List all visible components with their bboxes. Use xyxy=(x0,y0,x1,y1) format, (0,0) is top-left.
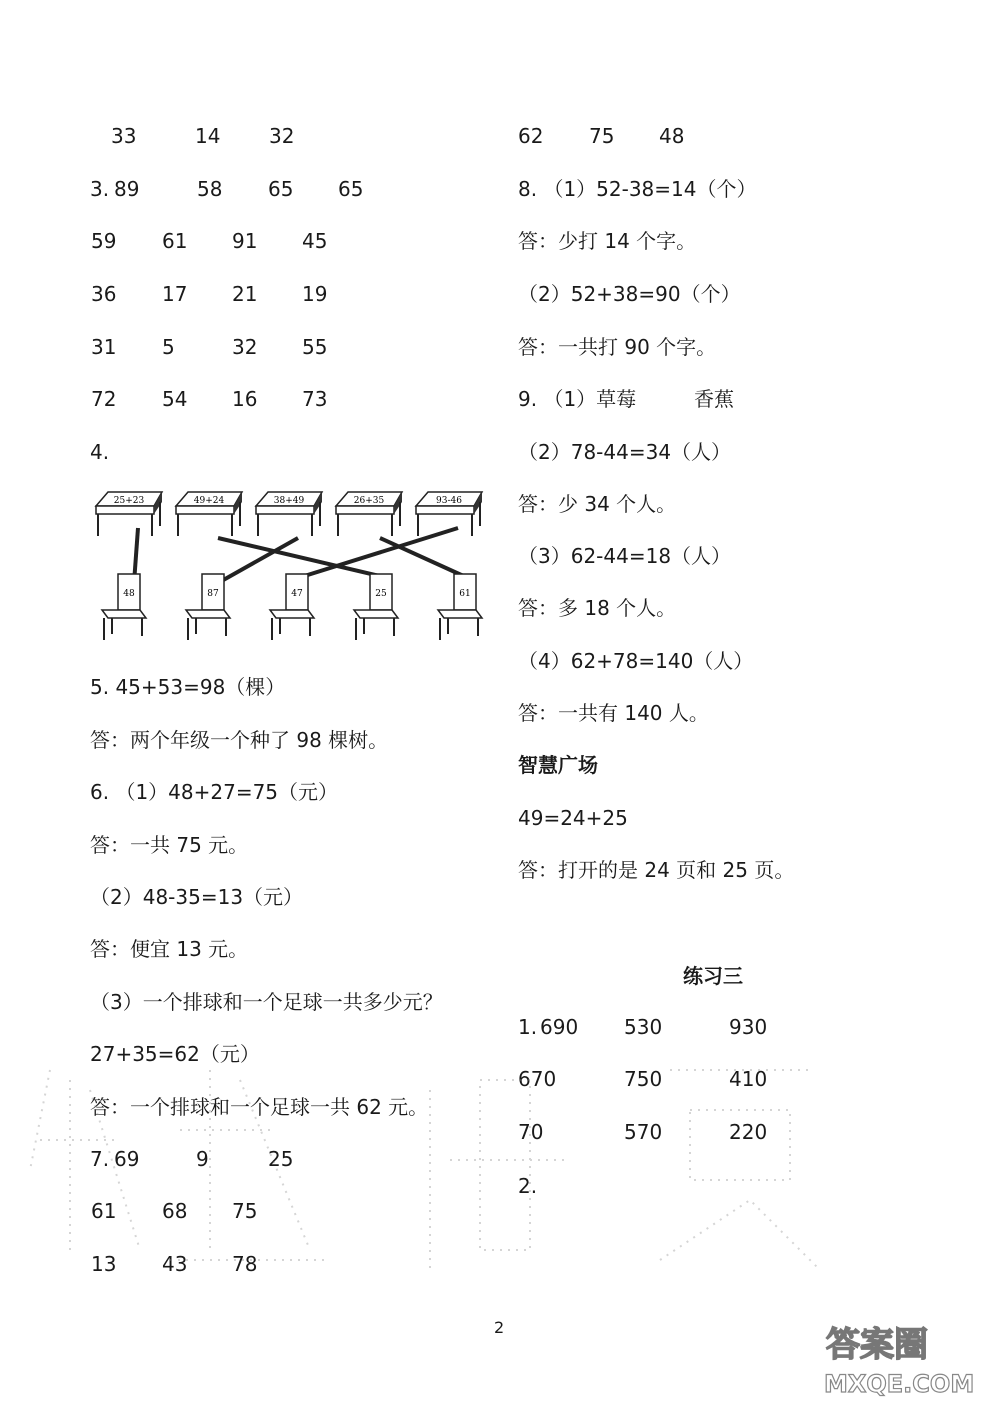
q3-r3-1: 36 xyxy=(91,282,117,306)
chair-label-3: 47 xyxy=(291,589,303,599)
ex1-r2-1: 670 xyxy=(518,1067,557,1091)
q9-4-answer: 答：一共有 140 人。 xyxy=(518,701,709,725)
q3-r5-4: 73 xyxy=(302,387,328,411)
match-line-5 xyxy=(298,528,458,578)
desk-label-3: 38+49 xyxy=(273,496,305,506)
q3-r5-3: 16 xyxy=(232,387,258,411)
q3-r4-4: 55 xyxy=(302,335,328,359)
q3-r4-1: 31 xyxy=(91,335,117,359)
q5-line: 5. 45+53=98（棵） xyxy=(90,675,286,699)
ex1-r3-3: 220 xyxy=(729,1120,768,1144)
chair-label-5: 61 xyxy=(459,589,471,599)
q3-r1-3: 65 xyxy=(268,177,294,201)
q7-r1-3: 25 xyxy=(268,1147,294,1171)
desk-chair-matching-figure xyxy=(88,488,488,648)
q9-4: （4）62+78=140（人） xyxy=(518,649,754,673)
q3-r2-1: 59 xyxy=(91,229,117,253)
q5-answer: 答：两个年级一个种了 98 棵树。 xyxy=(90,728,389,752)
q7-r2-3: 75 xyxy=(232,1199,258,1223)
watermark-line-2: MXQE.COM xyxy=(824,1370,975,1398)
chair-4 xyxy=(354,574,398,640)
q7-r3-3: 78 xyxy=(232,1252,258,1276)
wisdom-answer: 答：打开的是 24 页和 25 页。 xyxy=(518,858,795,882)
chair-label-4: 25 xyxy=(375,589,387,599)
q8-1-answer: 答：少打 14 个字。 xyxy=(518,229,697,253)
q3-r2-4: 45 xyxy=(302,229,328,253)
q9-1: 9. （1）草莓 xyxy=(518,387,637,411)
desk-4 xyxy=(336,492,402,536)
q3-r5-2: 54 xyxy=(162,387,188,411)
right-row-a-2: 75 xyxy=(589,124,615,148)
page-number: 2 xyxy=(494,1318,505,1337)
q7-r1-1: 69 xyxy=(114,1147,140,1171)
chair-label-2: 87 xyxy=(207,589,219,599)
desk-label-1: 25+23 xyxy=(113,496,145,506)
q6-3-answer: 答：一个排球和一个足球一共 62 元。 xyxy=(90,1095,429,1119)
desk-2 xyxy=(176,492,242,536)
q3-r3-4: 19 xyxy=(302,282,328,306)
q8-1: 8. （1）52-38=14（个） xyxy=(518,177,757,201)
q4-label: 4. xyxy=(90,440,110,464)
q6-3: （3）一个排球和一个足球一共多少元？ xyxy=(90,990,443,1014)
q6-2: （2）48-35=13（元） xyxy=(90,885,304,909)
right-row-a-3: 48 xyxy=(659,124,685,148)
chair-2 xyxy=(186,574,230,640)
ex1-r2-3: 410 xyxy=(729,1067,768,1091)
desk-3 xyxy=(256,492,322,536)
chair-1 xyxy=(102,574,146,640)
desk-label-4: 26+35 xyxy=(353,496,385,506)
q3-r4-3: 32 xyxy=(232,335,258,359)
right-row-a-1: 62 xyxy=(518,124,544,148)
wisdom-title: 智慧广场 xyxy=(518,753,598,777)
q6-1-answer: 答：一共 75 元。 xyxy=(90,833,249,857)
left-row-a-2: 14 xyxy=(195,124,221,148)
q3-r5-1: 72 xyxy=(91,387,117,411)
chair-5 xyxy=(438,574,482,640)
left-row-a-3: 32 xyxy=(269,124,295,148)
ex1-r3-2: 570 xyxy=(624,1120,663,1144)
q7-r2-1: 61 xyxy=(91,1199,117,1223)
q7-label: 7. xyxy=(90,1147,110,1171)
ex1-r1-2: 530 xyxy=(624,1015,663,1039)
q6-1: 6. （1）48+27=75（元） xyxy=(90,780,339,804)
ex1-r1-1: 690 xyxy=(540,1015,579,1039)
q3-r2-3: 91 xyxy=(232,229,258,253)
q3-r4-2: 5 xyxy=(162,335,175,359)
watermark-logo xyxy=(820,1318,990,1398)
q3-r1-4: 65 xyxy=(338,177,364,201)
wisdom-calc: 49=24+25 xyxy=(518,806,628,830)
chair-3 xyxy=(270,574,314,640)
q7-r3-2: 43 xyxy=(162,1252,188,1276)
q9-2-answer: 答：少 34 个人。 xyxy=(518,492,677,516)
watermark-line-1: 答案圈 xyxy=(826,1325,928,1365)
q3-r1-1: 89 xyxy=(114,177,140,201)
q9-1b: 香蕉 xyxy=(694,387,734,411)
q3-r2-2: 61 xyxy=(162,229,188,253)
q3-label: 3. xyxy=(90,177,110,201)
q3-r3-2: 17 xyxy=(162,282,188,306)
q9-3: （3）62-44=18（人） xyxy=(518,544,732,568)
left-row-a-1: 33 xyxy=(111,124,137,148)
q3-r1-2: 58 xyxy=(197,177,223,201)
q7-r3-1: 13 xyxy=(91,1252,117,1276)
ex1-r2-2: 750 xyxy=(624,1067,663,1091)
q7-r1-2: 9 xyxy=(196,1147,209,1171)
q9-2: （2）78-44=34（人） xyxy=(518,440,732,464)
ex1-r3-1: 70 xyxy=(518,1120,544,1144)
section-title: 练习三 xyxy=(683,964,743,988)
q6-3-calc: 27+35=62（元） xyxy=(90,1042,260,1066)
desk-label-2: 49+24 xyxy=(193,496,225,506)
q9-3-answer: 答：多 18 个人。 xyxy=(518,596,677,620)
q3-r3-3: 21 xyxy=(232,282,258,306)
q7-r2-2: 68 xyxy=(162,1199,188,1223)
faint-background-watermark xyxy=(10,1050,830,1290)
chair-label-1: 48 xyxy=(123,589,135,599)
desk-label-5: 93-46 xyxy=(436,496,462,506)
match-line-4 xyxy=(380,538,468,578)
q8-2: （2）52+38=90（个） xyxy=(518,282,741,306)
ex2-label: 2. xyxy=(518,1174,538,1198)
desk-1 xyxy=(96,492,162,536)
ex1-r1-3: 930 xyxy=(729,1015,768,1039)
q8-2-answer: 答：一共打 90 个字。 xyxy=(518,335,717,359)
q6-2-answer: 答：便宜 13 元。 xyxy=(90,937,249,961)
ex1-label: 1. xyxy=(518,1015,538,1039)
